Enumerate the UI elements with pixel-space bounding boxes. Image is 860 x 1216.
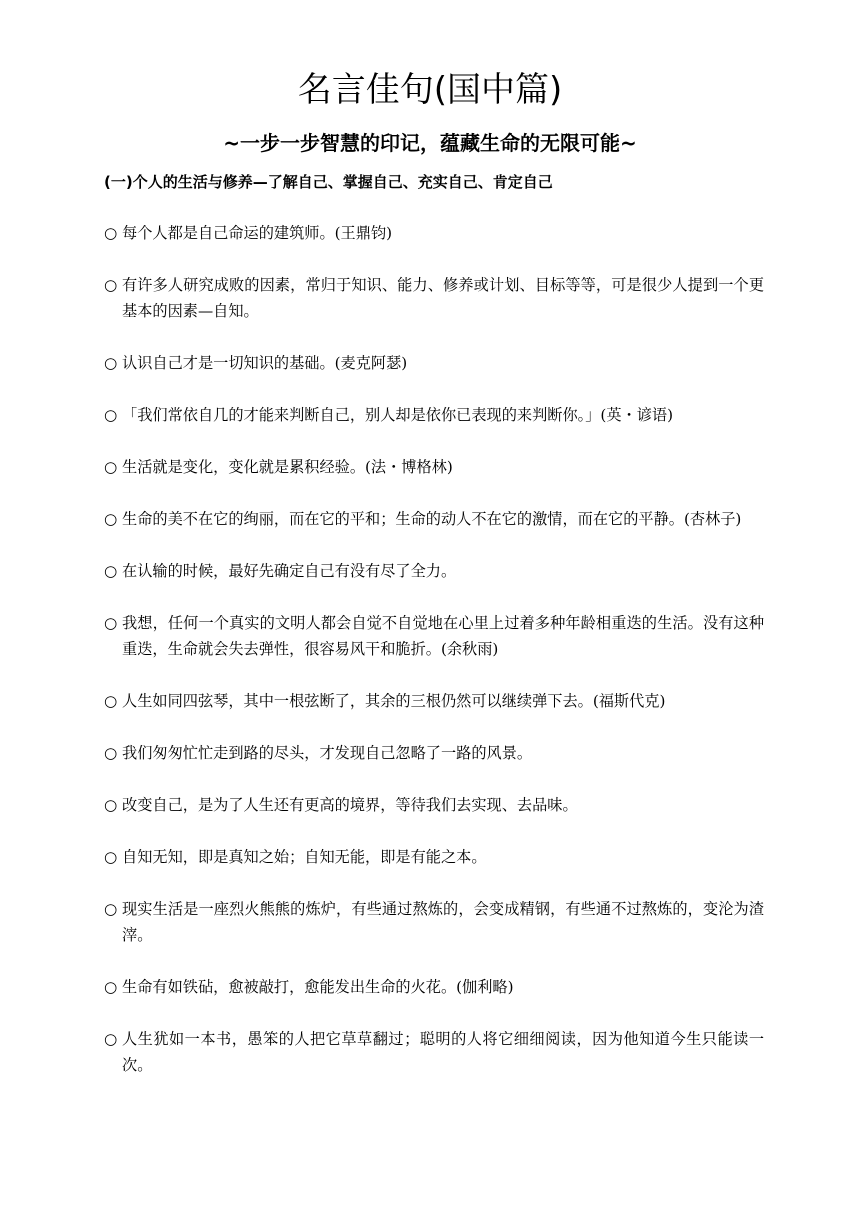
quote-item <box>104 740 764 766</box>
circle-bullet-icon: ○ <box>104 406 118 424</box>
quote-item <box>104 844 764 870</box>
circle-bullet-icon: ○ <box>104 900 118 918</box>
quote-text: 我想，任何一个真实的文明人都会自觉不自觉地在心里上过着多种年龄相重迭的生活。没有这种重迭，生命就会失去弹性，很容易风干和脆折。(余秋雨) <box>122 614 764 658</box>
quote-item <box>104 558 764 584</box>
quote-item <box>104 610 764 662</box>
circle-bullet-icon: ○ <box>104 1030 118 1048</box>
circle-bullet-icon: ○ <box>104 692 118 710</box>
page-subtitle: ~一步一步智慧的印记，蕴藏生命的无限可能~ <box>223 131 637 155</box>
quote-text: 生活就是变化，变化就是累积经验。(法・博格林) <box>122 458 453 476</box>
circle-bullet-icon: ○ <box>104 458 118 476</box>
circle-bullet-icon: ○ <box>104 978 118 996</box>
quote-text: 人生犹如一本书，愚笨的人把它草草翻过；聪明的人将它细细阅读，因为他知道今生只能读一次。 <box>122 1030 764 1074</box>
quote-item <box>104 974 764 1000</box>
quote-text: 人生如同四弦琴，其中一根弦断了，其余的三根仍然可以继续弹下去。(福斯代克) <box>122 692 666 710</box>
circle-bullet-icon: ○ <box>104 510 118 528</box>
quote-item <box>104 272 764 324</box>
circle-bullet-icon: ○ <box>104 562 118 580</box>
section-heading: (一)个人的生活与修养—了解自己、掌握自己、充实自己、肯定自己 <box>104 173 553 191</box>
circle-bullet-icon: ○ <box>104 276 118 294</box>
quote-text: 认识自己才是一切知识的基础。(麦克阿瑟) <box>122 354 408 372</box>
circle-bullet-icon: ○ <box>104 796 118 814</box>
quote-item <box>104 792 764 818</box>
quote-item <box>104 1026 764 1078</box>
quote-text: 在认输的时候，最好先确定自己有没有尽了全力。 <box>122 562 457 580</box>
quote-item <box>104 454 764 480</box>
quote-item <box>104 506 764 532</box>
quote-text: 「我们常依自几的才能来判断自己，别人却是依你已表现的来判断你。」(英・谚语) <box>122 406 674 424</box>
quote-text: 我们匆匆忙忙走到路的尽头，才发现自己忽略了一路的风景。 <box>122 744 533 762</box>
quote-item <box>104 896 764 948</box>
quote-item <box>104 350 764 376</box>
quote-text: 自知无知，即是真知之始；自知无能，即是有能之本。 <box>122 848 487 866</box>
circle-bullet-icon: ○ <box>104 744 118 762</box>
quote-item <box>104 688 764 714</box>
circle-bullet-icon: ○ <box>104 848 118 866</box>
page-title: 名言佳句(国中篇) <box>297 70 563 110</box>
quote-text: 改变自己，是为了人生还有更高的境界，等待我们去实现、去品味。 <box>122 796 578 814</box>
quote-text: 现实生活是一座烈火熊熊的炼炉，有些通过熬炼的，会变成精钢，有些通不过熬炼的，变沦为渣滓。 <box>122 900 764 944</box>
quote-item <box>104 402 764 428</box>
quote-item <box>104 220 764 246</box>
circle-bullet-icon: ○ <box>104 224 118 242</box>
quote-text: 每个人都是自己命运的建筑师。(王鼎钧) <box>122 224 393 242</box>
quote-list <box>104 220 764 1104</box>
circle-bullet-icon: ○ <box>104 354 118 372</box>
quote-text: 有许多人研究成败的因素，常归于知识、能力、修养或计划、目标等等，可是很少人提到一个更基本的因素—自知。 <box>122 276 764 320</box>
quote-text: 生命有如铁砧，愈被敲打，愈能发出生命的火花。(伽利略) <box>122 978 514 996</box>
quote-text: 生命的美不在它的绚丽，而在它的平和；生命的动人不在它的激情，而在它的平静。(杏林子) <box>122 510 742 528</box>
circle-bullet-icon: ○ <box>104 614 118 632</box>
